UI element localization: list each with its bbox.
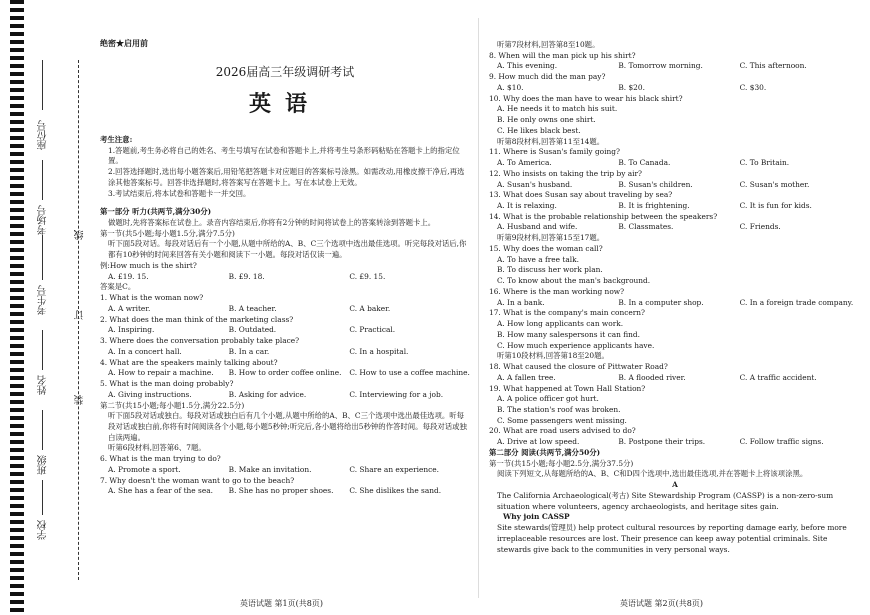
question: 11. Where is Susan's family going? [489,147,620,157]
option: B. $20. [618,82,645,92]
option: A. To America. [497,158,552,168]
option: B. Outdated. [228,325,277,335]
notice-item: 3.考试结束后,将本试卷和答题卡一并交回。 [108,188,251,198]
option: C. It is fun for kids. [739,201,812,211]
question: 9. How much did the man pay? [489,72,606,82]
option: C. $30. [739,82,767,92]
section1-heading: 第一节(共5小题;每小题1.5分,满分7.5分) [100,228,235,238]
part1-note: 做题时,先将答案标在试卷上。录音内容结束后,你将有2分钟的时间将试卷上的答案转涂到答题卡上。 [108,218,436,228]
question: 10. Why does the man have to wear his black shirt? [489,93,683,103]
question: 15. Why does the woman call? [489,243,603,253]
option: B. How to order coffee online. [228,368,342,378]
seal-char-line: 线 [75,230,86,240]
option: C. How to use a coffee machine. [349,368,470,378]
option: A. A police officer got hurt. [497,394,599,404]
page-edge-strip [10,0,24,615]
option: C. In a hospital. [349,346,409,356]
exam-title: 2026届高三年级调研考试 [215,64,355,79]
option: C. A baker. [349,303,391,313]
class-label: 班级 [38,455,49,475]
option: B. In a car. [228,346,270,356]
question-options [489,201,861,212]
option: B. He only owns one shirt. [497,115,596,125]
candidate-no-fill-line [42,235,44,280]
page-footer-right: 英语试题 第2页(共8页) [620,599,703,608]
passage-label: A [672,480,678,490]
option: A. It is relaxing. [497,201,557,211]
binding-line [78,60,79,580]
option: B. Susan's children. [618,179,693,189]
example-options [100,272,470,283]
left-page [100,38,470,497]
question-options [100,465,470,476]
option: C. A traffic accident. [739,372,817,382]
page-divider [478,18,479,598]
question: 3. Where does the conversation probably take place? [100,336,300,346]
name-fill-line [42,330,44,370]
option: A. Drive at low speed. [497,437,580,447]
option: A. A fallen tree. [497,372,556,382]
subject-title: 英语 [248,90,321,117]
option: C. He likes black best. [497,125,581,135]
page-footer-left: 英语试题 第1页(共8页) [240,599,323,608]
exam-room-fill-line [42,160,44,200]
material-heading: 听第8段材料,回答第11至14题。 [497,136,605,146]
example-question: 例:How much is the shirt? [100,260,197,270]
exam-room-label: 考场号 [38,205,49,235]
option: C. Practical. [349,325,396,335]
school-fill-line [42,480,44,515]
question-options [489,180,861,191]
option: C. Some passengers went missing. [497,415,627,425]
name-label: 姓名 [38,375,49,395]
question-options [100,347,470,358]
question: 18. What caused the closure of Pittwater Road? [489,362,668,372]
option: A. How long applicants can work. [497,319,624,329]
option: A. $10. [497,82,524,92]
option: C. Follow traffic signs. [739,437,824,447]
option: C. Friends. [739,222,781,232]
material-heading: 听第10段材料,回答第18至20题。 [497,351,609,361]
option: A. Husband and wife. [497,222,578,232]
option: A. Giving instructions. [108,389,192,399]
part2-heading: 第二部分 阅读(共两节,满分50分) [489,447,601,457]
option: A. In a bank. [497,297,545,307]
question: 14. What is the probable relationship between the speakers? [489,211,718,221]
question-options [100,304,470,315]
option: A. Inspiring. [108,325,155,335]
option: B. In a computer shop. [618,297,704,307]
school-label: 学校 [38,520,49,540]
question: 16. Where is the man working now? [489,286,625,296]
passage-subheading: Why join CASSP [503,512,570,522]
option: A. Susan's husband. [497,179,573,189]
option: C. Share an experience. [349,464,439,474]
question: 7. Why doesn't the woman want to go to the beach? [100,475,295,485]
candidate-no-label: 考生号 [38,285,49,315]
question: 4. What are the speakers mainly talking about? [100,357,278,367]
seat-fill-line [42,60,44,110]
question-options [489,437,861,448]
option: B. Classmates. [618,222,674,232]
option: B. She has no proper shoes. [228,486,334,496]
class-fill-line [42,410,44,450]
question-options [100,390,470,401]
option: B. Asking for advice. [228,389,307,399]
question: 6. What is the man trying to do? [100,454,221,464]
passage-paragraph: Site stewards(管理员) help protect cultural resources by reporting damage early, before more irreplaceable resources are lost. Their presence can keep away potential criminals. Site stewards give back to the communities in very personal ways. [497,523,847,554]
question-options [489,61,861,72]
notice-heading: 考生注意: [100,134,133,144]
section1-note: 听下面5段对话。每段对话后有一个小题,从题中所给的A、B、C三个选项中选出最佳选项。听完每段对话后,你都有10秒钟的时间来回答有关小题和阅读下一小题。每段对话仅读一遍。 [108,239,467,260]
question-options [489,158,861,169]
question: 2. What does the man think of the marketing class? [100,314,294,324]
part2-section1-heading: 第一节(共15小题;每小题2.5分,满分37.5分) [489,458,634,468]
material-heading: 听第9段材料,回答第15至17题。 [497,233,605,243]
question: 13. What does Susan say about traveling by sea? [489,190,673,200]
option: B. It is frightening. [618,201,690,211]
option: C. Susan's mother. [739,179,810,189]
right-page [489,40,861,555]
option: A. This evening. [497,61,558,71]
option: C. £9. 15. [349,271,386,281]
option: C. Interviewing for a job. [349,389,444,399]
option: A. £19. 15. [108,271,149,281]
question: 19. What happened at Town Hall Station? [489,383,646,393]
option: C. To know about the man's background. [497,276,651,286]
question-options [489,83,861,94]
seat-label: 座位号 [38,120,49,150]
section2-heading: 第二节(共15小题;每小题1.5分,满分22.5分) [100,400,245,410]
notice-item: 1.答题前,考生务必将自己的姓名、考生号填写在试卷和答题卡上,并将考生号条形码粘贴在答题卡上的指定位置。 [108,145,460,166]
option: A. Promote a sport. [108,464,181,474]
question: 1. What is the woman now? [100,293,204,303]
option: C. She dislikes the sand. [349,486,442,496]
section2-note: 听下面5段对话或独白。每段对话或独白后有几个小题,从题中所给的A、B、C三个选项中选出最佳选项。听每段对话或独白前,你将有时间阅读各个小题,每小题5秒钟;听完后,各小题将给出5秒钟的作答时间。每段对话或独白读两遍。 [108,411,467,442]
passage-paragraph: The California Archaeological(考古) Site Stewardship Program (CASSP) is a non-zero-sum situation where volunteers, agency archaeologists, and heritage sites gain. [497,490,834,511]
option: A. A writer. [108,303,151,313]
option: B. To discuss her work plan. [497,265,603,275]
example-answer: 答案是C。 [100,282,136,292]
question: 17. What is the company's main concern? [489,308,645,318]
question: 8. When will the man pick up his shirt? [489,50,636,60]
option: B. Tomorrow morning. [618,61,703,71]
option: A. How to repair a machine. [108,368,214,378]
option: A. In a concert hall. [108,346,182,356]
question-options [489,222,861,233]
option: B. Make an invitation. [228,464,312,474]
seal-char-order: 订 [75,310,86,320]
option: A. To have a free talk. [497,254,579,264]
part1-heading: 第一部分 听力(共两节,满分30分) [100,207,212,217]
option: B. The station's roof was broken. [497,404,621,414]
notice-item: 2.回答选择题时,选出每小题答案后,用铅笔把答题卡对应题目的答案标号涂黑。如需改动,用橡皮擦干净后,再选涂其他答案标号。回答非选择题时,将答案写在答题卡上。写在本试卷上无效。 [108,167,465,187]
option: B. A teacher. [228,303,277,313]
question-options [100,368,470,379]
material-heading: 听第6段材料,回答第6、7题。 [108,443,206,453]
option: C. How much experience applicants have. [497,340,655,350]
option: B. £9. 18. [228,271,265,281]
question: 5. What is the man doing probably? [100,379,234,389]
confidential-mark: 绝密★启用前 [100,38,148,48]
question-options [100,486,470,497]
option: B. How many salespersons it can find. [497,329,641,339]
option: C. In a foreign trade company. [739,297,854,307]
question: 20. What are road users advised to do? [489,426,636,436]
option: A. She has a fear of the sea. [108,486,213,496]
binding-margin [28,20,92,600]
option: B. Postpone their trips. [618,437,706,447]
option: B. A flooded river. [618,372,686,382]
question-options [100,325,470,336]
material-heading: 听第7段材料,回答第8至10题。 [497,40,600,49]
seal-char-bind: 装 [75,395,86,405]
question-options [489,298,861,309]
option: B. To Canada. [618,158,671,168]
question: 12. Who insists on taking the trip by air? [489,168,642,178]
option: A. He needs it to match his suit. [497,104,618,114]
option: C. This afternoon. [739,61,807,71]
option: C. To Britain. [739,158,790,168]
part2-note: 阅读下列短文,从每题所给的A、B、C和D四个选项中,选出最佳选项,并在答题卡上将该项涂黑。 [497,469,808,479]
question-options [489,373,861,384]
